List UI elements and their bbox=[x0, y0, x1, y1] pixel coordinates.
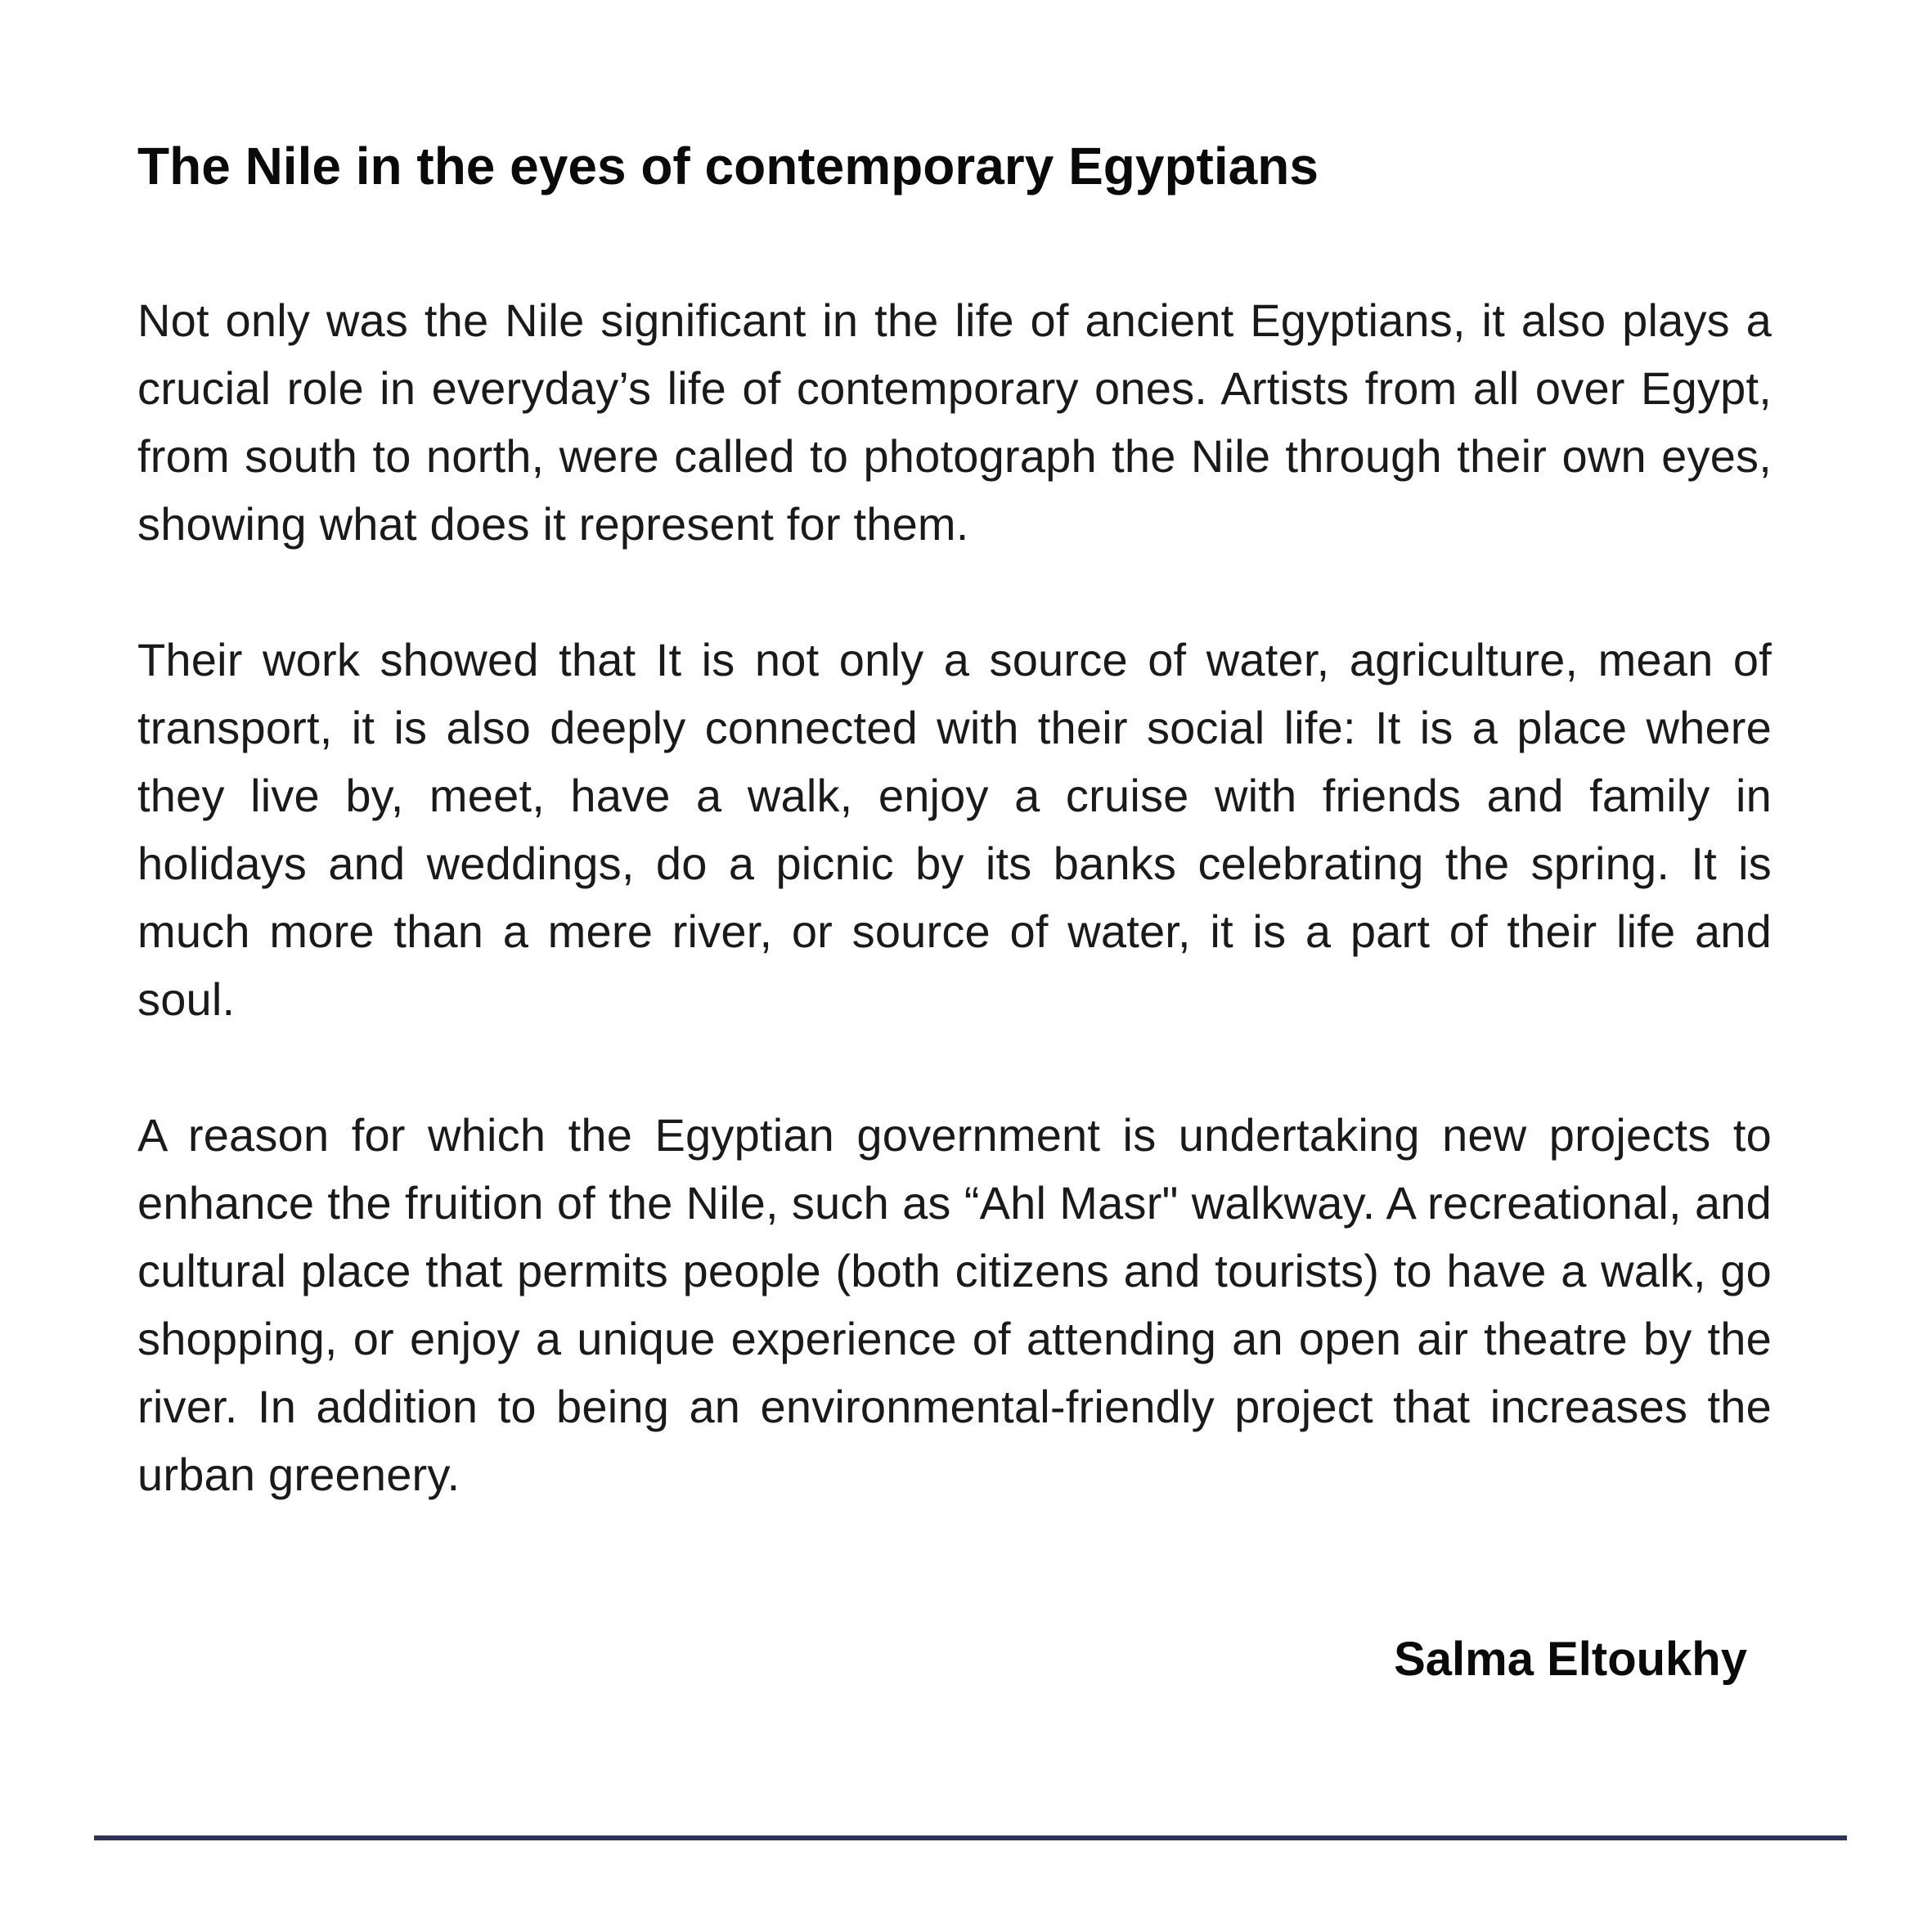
page-title: The Nile in the eyes of contemporary Egyptians bbox=[137, 137, 1319, 195]
paragraph-2: Their work showed that It is not only a source of water, agriculture, mean of transport, it is also deeply connected with their social life: It is a place where they live by, meet, have a walk, enjoy a cruise with friends and family in holidays and weddings, do a picnic by its banks celebrating the spring. It is much more than a mere river, or source of water, it is a part of their life and soul. bbox=[137, 634, 1772, 1025]
author-name: Salma Eltoukhy bbox=[1394, 1633, 1747, 1686]
bottom-divider bbox=[94, 1835, 1847, 1840]
paragraph-1: Not only was the Nile significant in the life of ancient Egyptians, it also plays a crucial role in everyday’s life of contemporary ones. Artists from all over Egypt, from south to north, were called to photograph the Nile through their own eyes, showing what does it represent for them. bbox=[137, 294, 1772, 550]
paragraph-3: A reason for which the Egyptian government is undertaking new projects to enhance the fruition of the Nile, such as “Ahl Masr" walkway. A recreational, and cultural place that permits people (both citizens and tourists) to have a walk, go shopping, or enjoy a unique experience of attending an open air theatre by the river. In addition to being an environmental-friendly project that increases the urban greenery. bbox=[137, 1109, 1772, 1500]
article-body bbox=[137, 286, 1772, 1508]
